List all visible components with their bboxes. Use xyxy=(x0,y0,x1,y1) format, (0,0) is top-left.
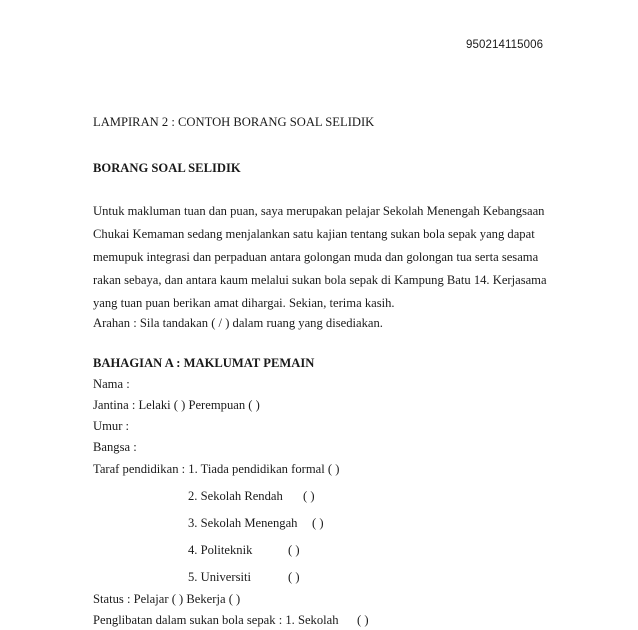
education-option-label: 5. Universiti xyxy=(188,570,251,584)
education-option-box: ( ) xyxy=(303,489,315,503)
education-option-box: ( ) xyxy=(312,516,324,530)
involvement-box: ( ) xyxy=(357,613,369,627)
education-option-3 xyxy=(188,516,324,531)
intro-line-3: memupuk integrasi dan perpaduan antara golongan muda dan golongan tua serta sesama xyxy=(93,250,539,264)
form-title: BORANG SOAL SELIDIK xyxy=(93,161,241,175)
education-option-box: ( ) xyxy=(288,543,300,557)
appendix-title: LAMPIRAN 2 : CONTOH BORANG SOAL SELIDIK xyxy=(93,115,375,129)
race-label: Bangsa : xyxy=(93,440,137,454)
intro-line-2: Chukai Kemaman sedang menjalankan satu kajian tentang sukan bola sepak yang dapat xyxy=(93,227,535,241)
involvement-line xyxy=(93,613,369,628)
education-option-box: ( ) xyxy=(288,570,300,584)
intro-line-1: Untuk makluman tuan dan puan, saya merupakan pelajar Sekolah Menengah Kebangsaan xyxy=(93,204,545,218)
education-option-2 xyxy=(188,489,315,504)
document-id: 950214115006 xyxy=(466,39,544,51)
name-label: Nama : xyxy=(93,377,130,391)
education-option-label: 3. Sekolah Menengah xyxy=(188,516,298,530)
education-option-4 xyxy=(188,543,300,558)
involvement-label: Penglibatan dalam sukan bola sepak : 1. Sekolah xyxy=(93,613,339,627)
status-line: Status : Pelajar ( ) Bekerja ( ) xyxy=(93,592,241,606)
intro-line-5: yang tuan puan berikan amat dihargai. Sekian, terima kasih. xyxy=(93,296,395,310)
section-a-title: BAHAGIAN A : MAKLUMAT PEMAIN xyxy=(93,356,315,370)
education-option-label: 4. Politeknik xyxy=(188,543,253,557)
education-line: Taraf pendidikan : 1. Tiada pendidikan formal ( ) xyxy=(93,462,340,476)
instruction-text: Arahan : Sila tandakan ( / ) dalam ruang yang disediakan. xyxy=(93,316,383,330)
intro-line-4: rakan sebaya, dan antara kaum melalui sukan bola sepak di Kampung Batu 14. Kerjasama xyxy=(93,273,547,287)
education-option-5 xyxy=(188,570,300,585)
education-option-label: 2. Sekolah Rendah xyxy=(188,489,283,503)
age-label: Umur : xyxy=(93,419,130,433)
gender-line: Jantina : Lelaki ( ) Perempuan ( ) xyxy=(93,398,260,412)
